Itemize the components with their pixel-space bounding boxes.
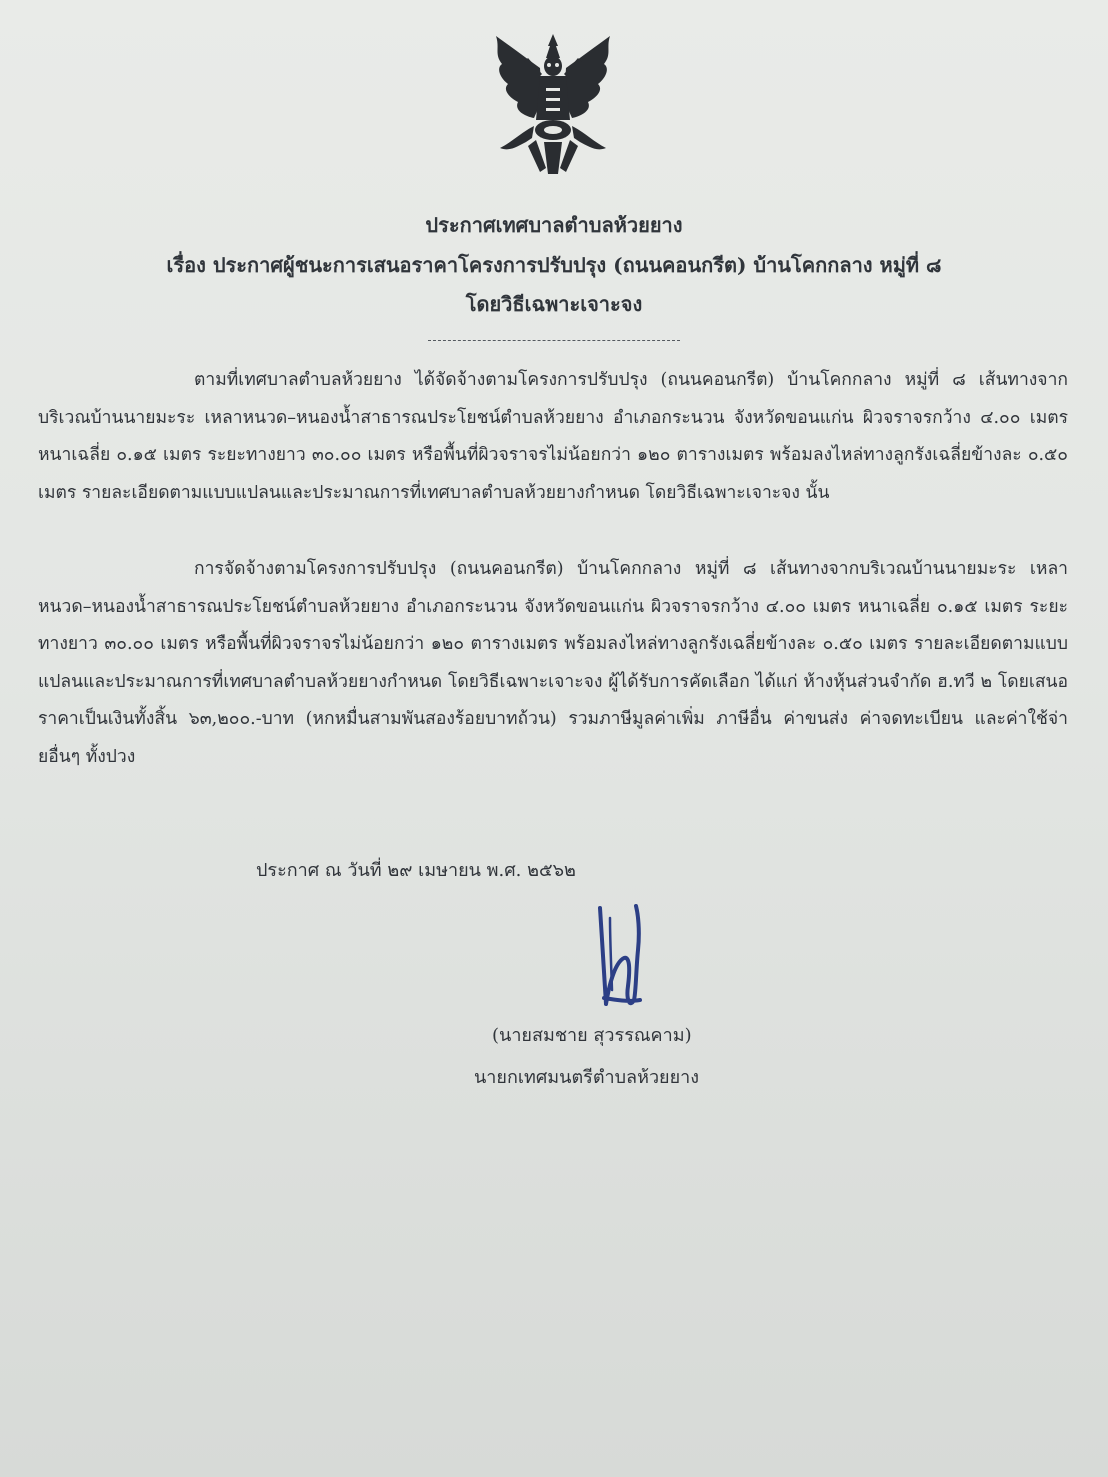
announcement-subject: เรื่อง ประกาศผู้ชนะการเสนอราคาโครงการปรับปรุง (ถนนคอนกรีต) บ้านโคกกลาง หมู่ที่ ๘ [166, 253, 942, 277]
garuda-emblem-icon [488, 28, 618, 178]
announcement-date: ประกาศ ณ วันที่ ๒๙ เมษายน พ.ศ. ๒๕๖๒ [256, 860, 576, 881]
announcement-method: โดยวิธีเฉพาะเจาะจง [465, 292, 643, 316]
title-divider [428, 340, 680, 341]
body-paragraph-2: การจัดจ้างตามโครงการปรับปรุง (ถนนคอนกรีต) บ้านโคกกลาง หมู่ที่ ๘ เส้นทางจากบริเวณบ้านนายมะระ เหลาหนวด–หนองน้ำสาธารณประโยชน์ตำบลห้วยยาง อำเภอกระนวน จังหวัดขอนแก่น ผิวจราจรกว้าง ๔.๐๐ เมตร หนาเฉลี่ย ๐.๑๕ เมตร ระยะทางยาว ๓๐.๐๐ เมตร หรือพื้นที่ผิวจราจรไม่น้อยกว่า ๑๒๐ ตารางเมตร พร้อมลงไหล่ทางลูกรังเฉลี่ยข้างละ ๐.๕๐ เมตร รายละเอียดตามแบบแปลนและประมาณการที่เทศบาลตำบลห้วยยางกำหนด โดยวิธีเฉพาะเจาะจง ผู้ได้รับการคัดเลือก ได้แก่ ห้างหุ้นส่วนจำกัด ฮ.ทวี ๒ โดยเสนอราคาเป็นเงินทั้งสิ้น ๖๓,๒๐๐.-บาท (หกหมื่นสามพันสองร้อยบาทถ้วน) รวมภาษีมูลค่าเพิ่ม ภาษีอื่น ค่าขนส่ง ค่าจดทะเบียน และค่าใช้จ่ายอื่นๆ ทั้งปวง [38, 559, 1068, 767]
signer-name: (นายสมชาย สุวรรณคาม) [492, 1025, 692, 1046]
signer-title: นายกเทศมนตรีตำบลห้วยยาง [474, 1067, 700, 1088]
body-paragraph-1: ตามที่เทศบาลตำบลห้วยยาง ได้จัดจ้างตามโครงการปรับปรุง (ถนนคอนกรีต) บ้านโคกกลาง หมู่ที่ ๘ เส้นทางจากบริเวณบ้านนายมะระ เหลาหนวด–หนองน้ำสาธารณประโยชน์ตำบลห้วยยาง อำเภอกระนวน จังหวัดขอนแก่น ผิวจราจรกว้าง ๔.๐๐ เมตร หนาเฉลี่ย ๐.๑๕ เมตร ระยะทางยาว ๓๐.๐๐ เมตร หรือพื้นที่ผิวจราจรไม่น้อยกว่า ๑๒๐ ตารางเมตร พร้อมลงไหล่ทางลูกรังเฉลี่ยข้างละ ๐.๕๐ เมตร รายละเอียดตามแบบแปลนและประมาณการที่เทศบาลตำบลห้วยยางกำหนด โดยวิธีเฉพาะเจาะจง นั้น [38, 370, 1068, 503]
handwritten-signature [586, 900, 656, 1020]
announcement-heading: ประกาศเทศบาลตำบลห้วยยาง [425, 213, 683, 237]
